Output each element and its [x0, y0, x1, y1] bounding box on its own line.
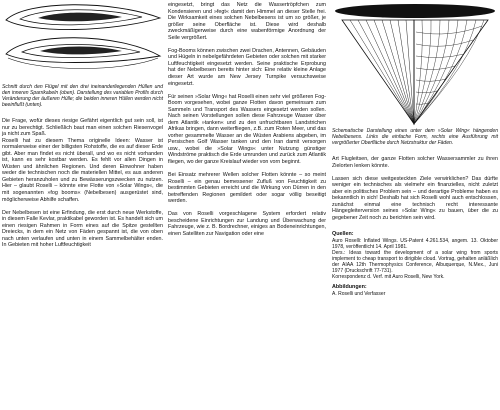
paragraph: Art Flugleitsen, der ganze Flotten solcher Wassersammler zu ihren Zielorten lenken könnte.: [332, 156, 498, 169]
paragraph: Lassen sich diese weitgesteckten Ziele verwirklichen? Das dürfte weniger ein technisches als vielmehr ein finanzielles, nicht zuletzt aber ein politisches Problem sein – und derartige Probleme haben es bekanntlich in sich! Deshalb hat sich Roselli wohl auch entschlossen, zunächst einmal eine technisch recht interessante Hängegleiterversion seines »Solar Wing« zu bauen, über die zu gegebener Zeit noch zu berichten sein wird.: [332, 175, 498, 221]
fog-boom-net-threads: [414, 20, 484, 124]
paragraph: Das von Roselli vorgeschlagene System erfordert relativ bescheidene Einrichtungen zur Landung und Überwachung der Fahrzeuge, wie z. B. Bordrechner, einiges an Bodeneinrichtungen, einen Satelliten zur Navigation oder eine: [168, 211, 326, 237]
fog-boom-net: [414, 20, 488, 124]
paragraph: Bei Einsatz mehrerer Wellen solcher Flotten könnte – so meint Roselli – ein genau bemessener Zufluß von Feuchtigkeit zu bestimmten Gebieten erreicht und die Wirkung von Dürren in den betreffenden Regionen gemildert oder sogar völlig beseitigt werden.: [168, 172, 326, 205]
figure-caption-fog-boom: Schematische Darstellung eines unter dem »Solar Wing« hängenden Nebelbesens. Links die einfache Form, rechts eine Ausführung mit vergrößerter Oberfläche durch Netzstruktur der Fäden.: [332, 128, 498, 146]
paragraph: Die Frage, wofür dieses riesige Gefährt eigentlich gut sein soll, ist nur zu berechtigt. Schließlich baut man einen solchen Riesenvogel ja nicht zum Spaß.: [2, 118, 163, 138]
fog-boom-simple: [342, 20, 414, 124]
sources-heading: Quellen:: [332, 231, 354, 238]
figure-caption-wing: Schnitt durch den Flügel mit den drei ineinanderliegenden Hüllen und den inneren Sparrikabeln (oben). Darstellung des variablen Profils durch Veränderung der äußeren Hülle; die beiden inneren Hüllen werden nicht beeinflußt (unten).: [2, 84, 163, 108]
column-2: [168, 2, 326, 238]
source-entry: Auro Roselli: Inflated Wings. US-Patent 4.261.534, angem. 13. Oktober 1978, veröffentlicht 14. April 1981.: [332, 237, 498, 250]
column-3: [332, 2, 498, 297]
paragraph: Fog-Booms können zwischen zwei Drachen, Antennen, Gebäuden und Hügeln in nebelgefährdeten Gebieten oder solchen mit starker Luftfeuchtigkeit eingesetzt werden. Seine praktische Erprobung hat der Nebelbesen bereits hinter sich: Eine relativ kleine Anlage dieser Art wurde am New Jersey Turnpike versuchsweise eingesetzt.: [168, 47, 326, 87]
figures-heading: Abbildungen:: [332, 283, 367, 290]
solar-wing-shape: [335, 4, 495, 18]
column-1: [2, 2, 163, 249]
source-entry: Ders.: Ideas toward the development of a solar wing from sports implement to cheap transport to dirigible cloud. Vortrag, gehalten anläßlich der AIAA 12th Thermophysics Conference, Albuquerque, N.Mex., Juni 1977 (Druckschrift 77-731).: [332, 249, 498, 274]
fog-boom-diagram: [332, 2, 498, 128]
source-entry: Korrespondenz d. Verf. mit Auro Roselli, New York.: [332, 273, 445, 280]
paragraph: Roselli hat zu diesem Thema originelle Ideen: Wasser ist normalerweise einer der billigsten Rohstoffe, die es auf dieser Erde gibt. Aber man findet es nicht überall, und wo es nicht vorhanden ist, kann es sehr kostbar werden. Es fehlt vor allen Dingen in Wüsten und ähnlichen Regionen. Und deren Einwohner haben weder die technischen noch die materiellen Mittel, es aus anderen Gebieten heranzuholen und zu Bewässerungszwecken zu nutzen. Hier – glaubt Roselli – könnte eine Flotte von »Solar Wings«, die mit sogenannten »fog booms« (Nebelbesen) ausgerüstet sind, möglicherweise Abhilfe schaffen.: [2, 137, 163, 203]
wing-cross-section-diagram: [2, 2, 163, 84]
paragraph: Der Nebelbesen ist eine Erfindung, die erst durch neue Werkstoffe, in diesem Falle Kevlar, praktikabel geworden ist. Es handelt sich um einen riesigen Rahmen in Form eines auf die Spitze gestellten Dreiecks, in dem ein Netz von Fäden gespannt ist, die von oben nach unten verlaufen und unten in einem Sammelbehälter enden. In Gebieten mit hoher Luftfeuchtigkeit: [2, 209, 163, 249]
fog-boom-simple-threads: [350, 20, 414, 124]
figures-credit: A. Roselli und Verfasser: [332, 290, 386, 297]
paragraph: Für seinen »Solar Wing« hat Roselli einen sehr viel größeren Fog-Boom vorgesehen, wobei ganze Flotten davon gemeinsam zum Sammeln und Transport des Wassers eingesetzt werden sollen. Nach seinen Vorstellungen sollen diese Fahrzeuge Wasser über dem Atlantik »tanken« und zu den unfruchtbaren Landstrichen Afrikas bringen, dann weiterfliegen, z.B. zum Roten Meer, und das vorher gesammelte Wasser an die Wüsten Arabiens abgeben, im Persischen Golf Wasser tanken und den Iran damit versorgen usw., wobei die »Solar Wings« unter Nutzung günstiger Windströme praktisch die Erde umrunden und zurück zum Atlantik fliegen, wo der ganze Kreislauf wieder von vorn beginnt.: [168, 93, 326, 166]
paragraph: eingesetzt, bringt das Netz die Wassertröpfchen zum Kondensieren und »fegt« damit den Himmel an dieser Stelle frei. Die Wirksamkeit eines solchen Nebelbesens ist um so größer, je größer seine Oberfläche ist. Diese wird deshalb zweckmäßigerweise durch eine wabenförmige Anordnung der Seile vergrößert.: [168, 2, 326, 41]
